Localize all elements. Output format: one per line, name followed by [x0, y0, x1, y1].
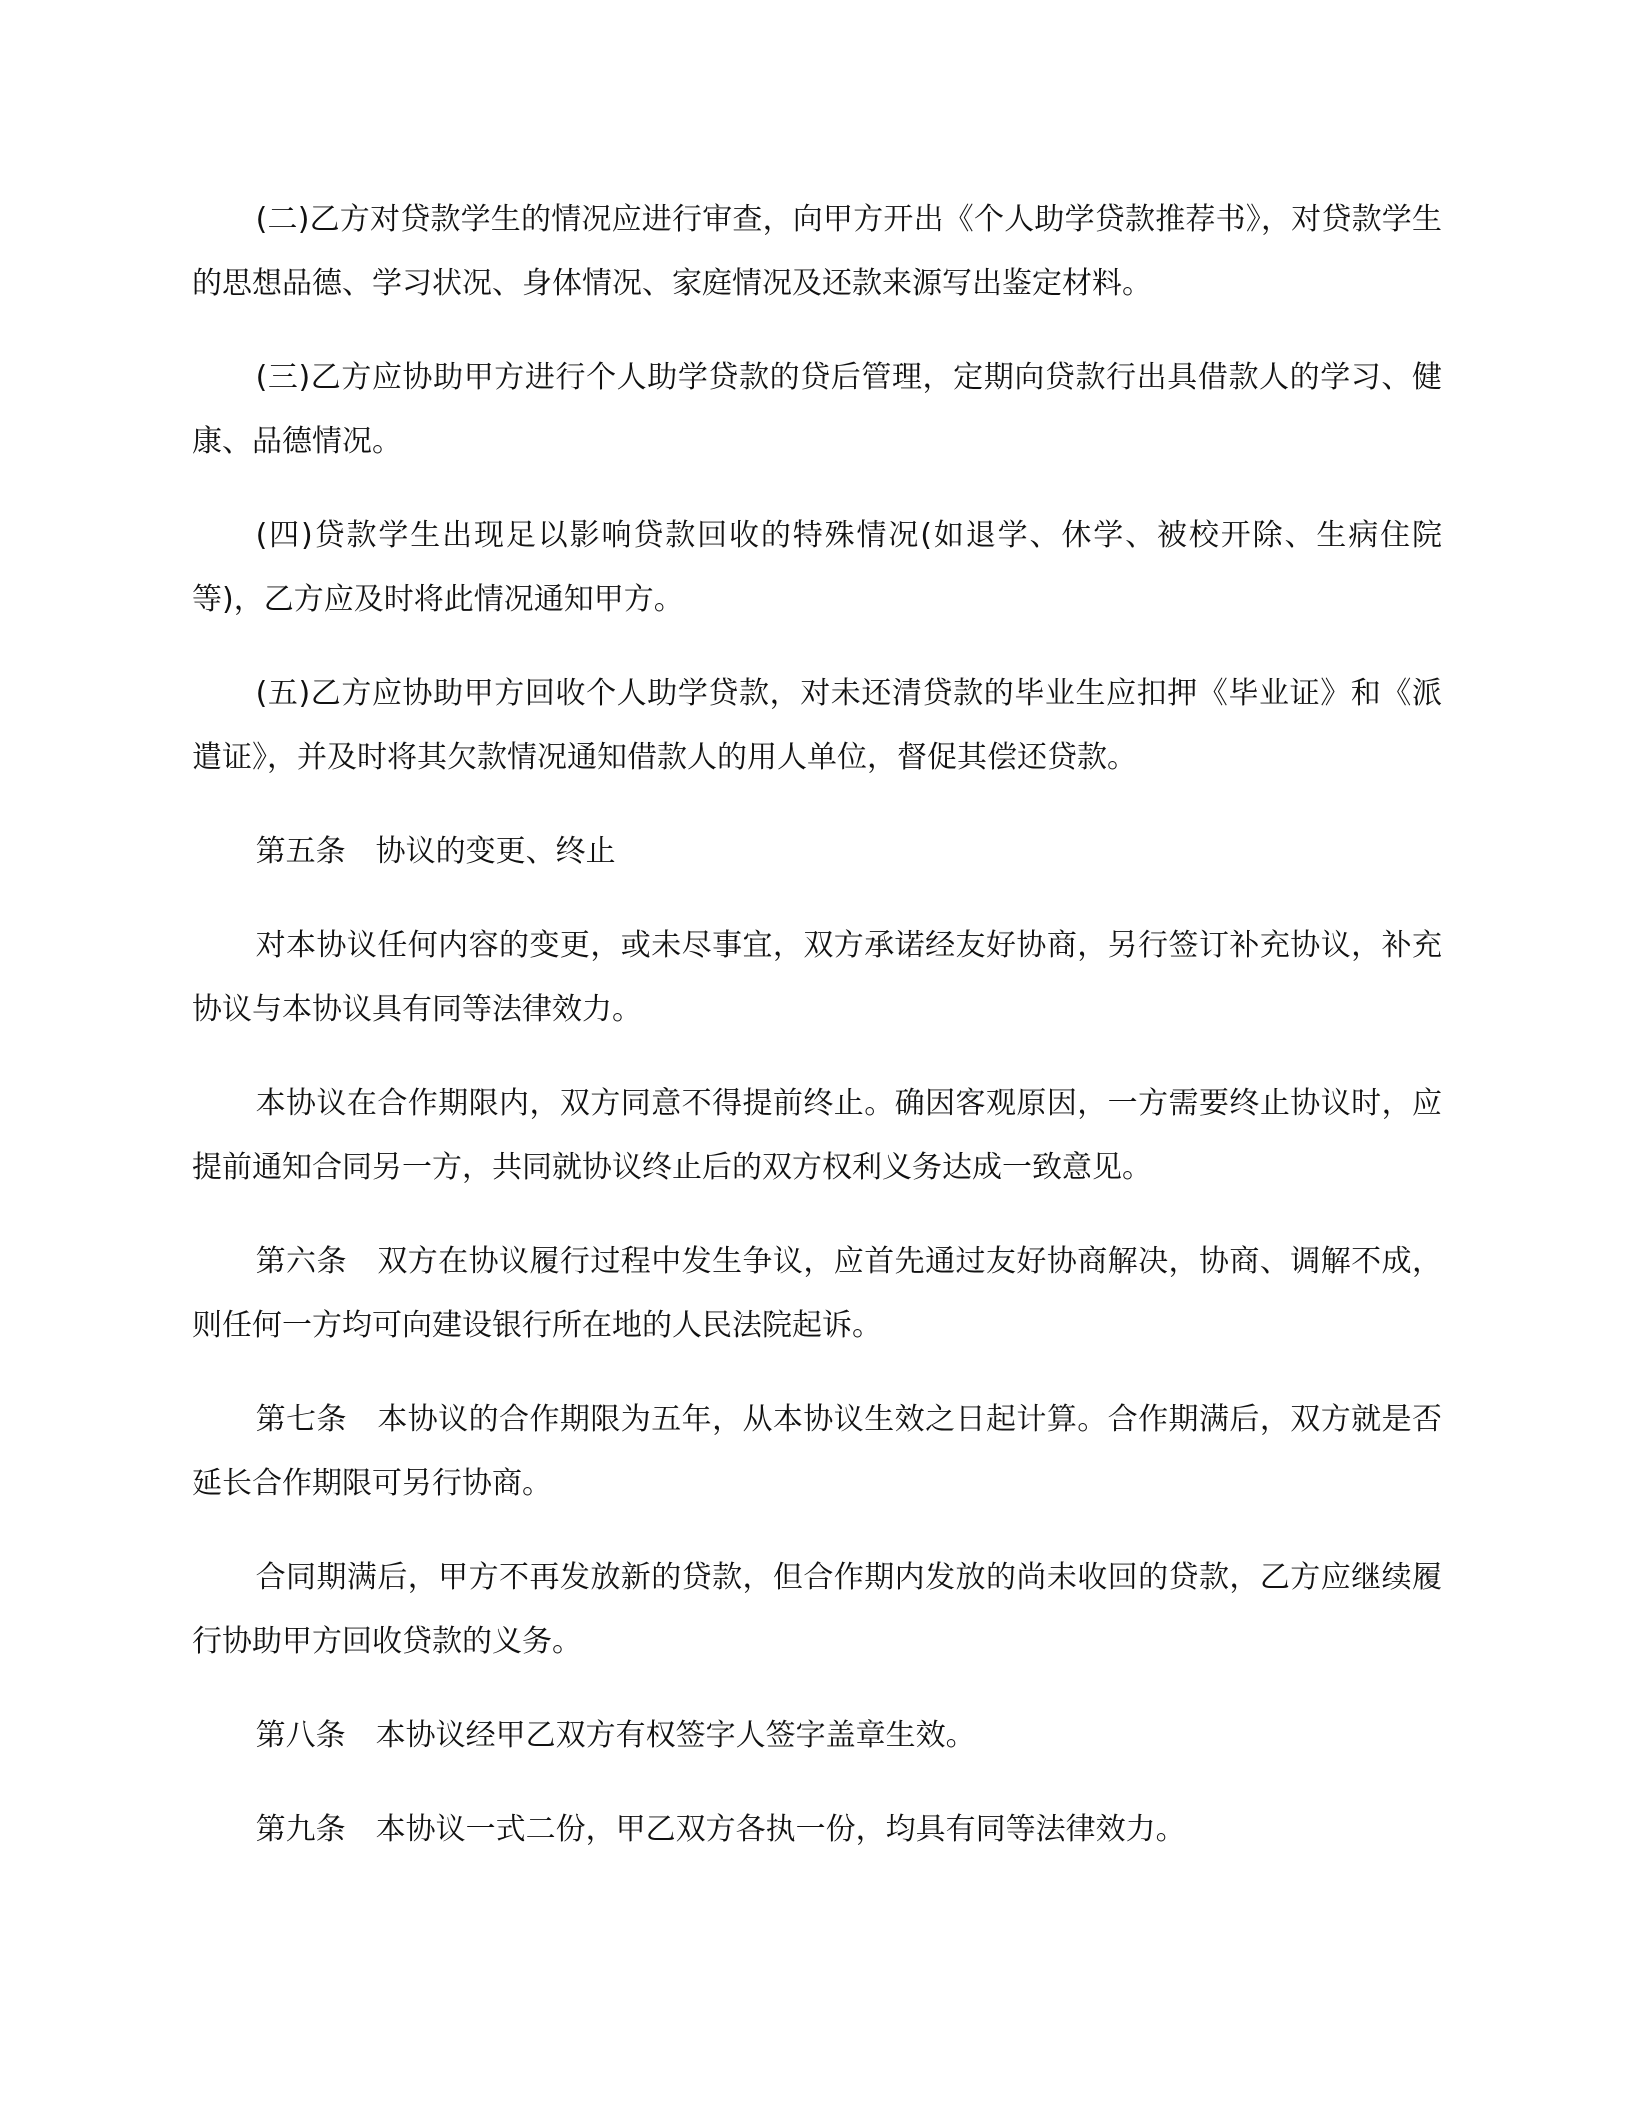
paragraph-text: 合同期满后，甲方不再发放新的贷款，但合作期内发放的尚未收回的贷款，乙方应继续履行协助甲方回收贷款的义务。 [192, 1560, 1442, 1659]
article-text: 双方在协议履行过程中发生争议，应首先通过友好协商解决，协商、调解不成，则任何一方均可向建设银行所在地的人民法院起诉。 [192, 1244, 1443, 1343]
article-8 [192, 1704, 1442, 1768]
article-text: 本协议一式二份，甲乙双方各执一份，均具有同等法律效力。 [375, 1812, 1186, 1847]
paragraph-clause-4 [192, 504, 1442, 632]
paragraph-amendment [192, 914, 1442, 1042]
article-number: 第九条 [255, 1812, 346, 1847]
paragraph-clause-2 [192, 188, 1442, 316]
article-number: 第七条 [255, 1402, 347, 1437]
document-body [192, 188, 1442, 1892]
paragraph-clause-5 [192, 662, 1442, 790]
paragraph-text: 本协议在合作期限内，双方同意不得提前终止。确因客观原因，一方需要终止协议时，应提前通知合同另一方，共同就协议终止后的双方权利义务达成一致意见。 [192, 1086, 1442, 1185]
article-6 [192, 1230, 1442, 1358]
article-9 [192, 1798, 1442, 1862]
article-number: 第八条 [255, 1718, 346, 1753]
paragraph-text: (四)贷款学生出现足以影响贷款回收的特殊情况(如退学、休学、被校开除、生病住院等)，乙方应及时将此情况通知甲方。 [192, 518, 1442, 617]
article-text: 本协议的合作期限为五年，从本协议生效之日起计算。合作期满后，双方就是否延长合作期限可另行协商。 [192, 1402, 1443, 1501]
paragraph-text: (五)乙方应协助甲方回收个人助学贷款，对未还清贷款的毕业生应扣押《毕业证》和《派遣证》，并及时将其欠款情况通知借款人的用人单位，督促其偿还贷款。 [192, 676, 1442, 775]
article-number: 第五条 [255, 834, 346, 869]
paragraph-text: (三)乙方应协助甲方进行个人助学贷款的贷后管理，定期向贷款行出具借款人的学习、健康、品德情况。 [192, 360, 1442, 459]
article-7 [192, 1388, 1442, 1516]
paragraph-clause-3 [192, 346, 1442, 474]
article-title: 协议的变更、终止 [375, 834, 616, 869]
paragraph-text: 对本协议任何内容的变更，或未尽事宜，双方承诺经友好协商，另行签订补充协议，补充协议与本协议具有同等法律效力。 [192, 928, 1442, 1027]
article-5-heading [192, 820, 1442, 884]
paragraph-termination [192, 1072, 1442, 1200]
article-text: 本协议经甲乙双方有权签字人签字盖章生效。 [375, 1718, 976, 1753]
paragraph-text: (二)乙方对贷款学生的情况应进行审查，向甲方开出《个人助学贷款推荐书》，对贷款学生的思想品德、学习状况、身体情况、家庭情况及还款来源写出鉴定材料。 [192, 202, 1442, 301]
paragraph-expiry [192, 1546, 1442, 1674]
article-number: 第六条 [255, 1244, 347, 1279]
